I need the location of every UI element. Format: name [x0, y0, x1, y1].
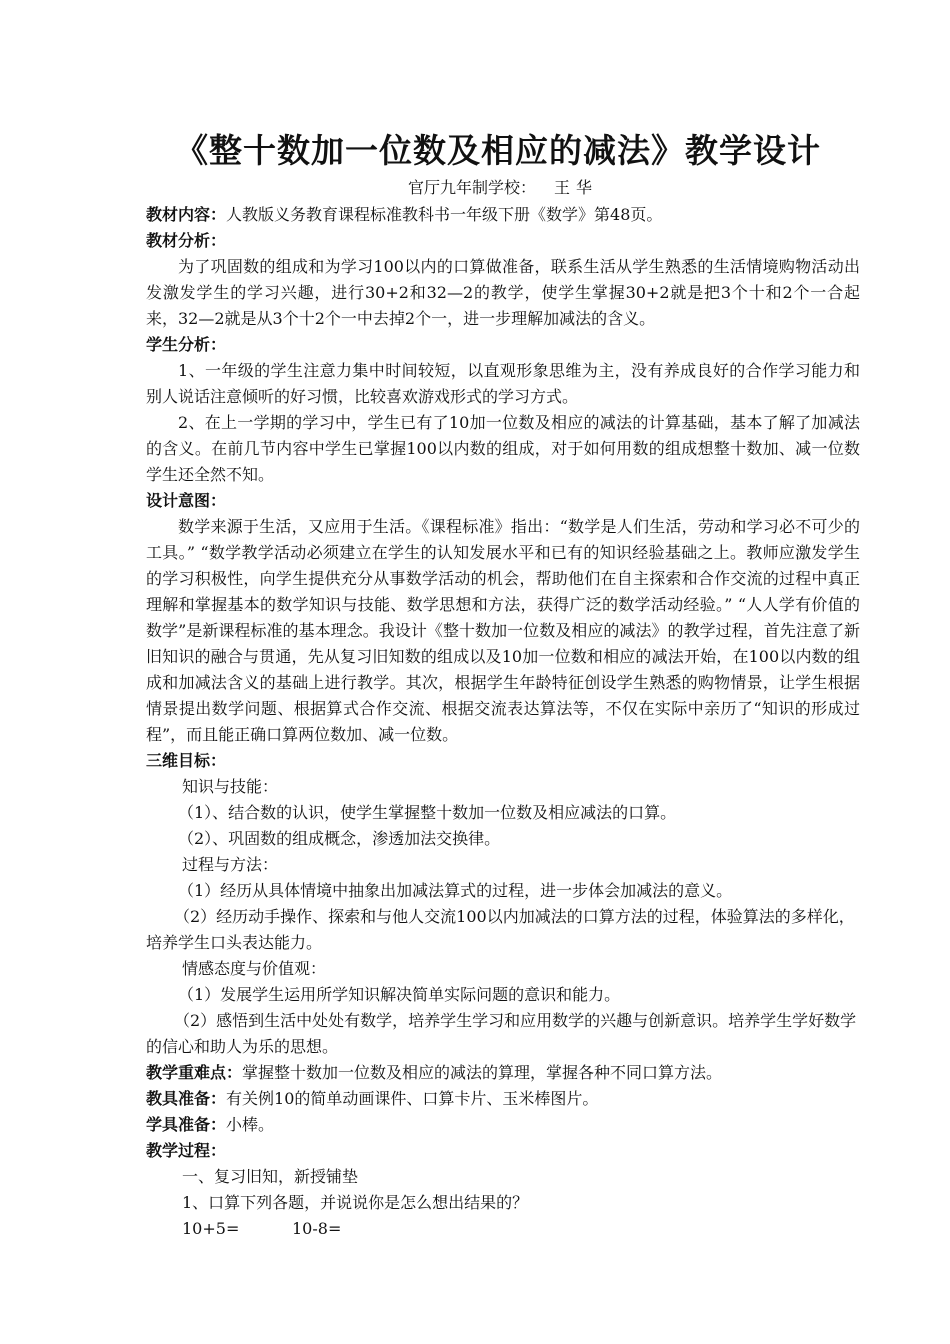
key-points-line [146, 1060, 860, 1086]
material-text: 人教版义务教育课程标准教科书一年级下册《数学》第48页。 [226, 205, 663, 224]
teacher-tools-label: 教具准备： [146, 1089, 227, 1108]
student-analysis-item: 2、在上一学期的学习中，学生已有了10加一位数及相应的减法的计算基础，基本了解了加减法的含义。在前几节内容中学生已掌握100以内数的组成，对于如何用数的组成想整十数加、减一位数学生还全然不知。 [146, 413, 860, 484]
design-intent-heading: 设计意图： [146, 491, 227, 510]
calc-line [146, 1216, 860, 1242]
student-analysis-item: 1、一年级的学生注意力集中时间较短，以直观形象思维为主，没有养成良好的合作学习能力和别人说话注意倾听的好习惯，比较喜欢游戏形式的学习方式。 [146, 361, 860, 406]
goals-heading: 三维目标： [146, 751, 227, 770]
material-analysis-text: 为了巩固数的组成和为学习100以内的口算做准备，联系生活从学生熟悉的生活情境购物活动出发激发学生的学习兴趣，进行30+2和32—2的教学，使学生掌握30+2就是把3个十和2个一合起来，32—2就是从3个十2个一中去掉2个一，进一步理解加减法的含义。 [146, 257, 860, 328]
student-analysis-heading: 学生分析： [146, 335, 227, 354]
design-intent-text: 数学来源于生活，又应用于生活。《课程标准》指出：“数学是人们生活，劳动和学习必不可少的工具。” “数学教学活动必须建立在学生的认知发展水平和已有的知识经验基础之上。教师应激发学生的学习积极性，向学生提供充分从事数学活动的机会，帮助他们在自主探索和合作交流的过程中真正理解和掌握基本的数学知识与技能、数学思想和方法，获得广泛的数学活动经验。” “人人学有价值的数学”是新课程标准的基本理念。我设计《整十数加一位数及相应的减法》的教学过程，首先注意了新旧知识的融合与贯通，先从复习旧知数的组成以及10加一位数和相应的减法开始，在100以内数的组成和加减法含义的基础上进行教学。其次，根据学生年龄特征创设学生熟悉的购物情景，让学生根据情景提出数学问题、根据算式合作交流、根据交流表达算法等，不仅在实际中亲历了“知识的形成过程”，而且能正确口算两位数加、减一位数。 [146, 517, 860, 744]
step-heading: 一、复习旧知，新授铺垫 [182, 1167, 359, 1186]
material-analysis-heading: 教材分析： [146, 231, 227, 250]
knowledge-label: 知识与技能： [182, 777, 279, 796]
student-tools-line [146, 1112, 860, 1138]
material-label: 教材内容： [146, 205, 227, 224]
teacher-tools-text: 有关例10的简单动画课件、口算卡片、玉米棒图片。 [226, 1089, 599, 1108]
knowledge-item: （2）、巩固数的组成概念，渗透加法交换律。 [178, 829, 501, 848]
author-school: 官厅九年制学校： [407, 178, 536, 197]
process-item: （1）经历从具体情境中抽象出加减法算式的过程，进一步体会加减法的意义。 [178, 881, 733, 900]
emotion-label: 情感态度与价值观： [182, 959, 327, 978]
process-item: （2）经历动手操作、探索和与他人交流100以内加减法的口算方法的过程，体验算法的多样化，培养学生口头表达能力。 [146, 907, 855, 952]
calc-item: 10+5= [182, 1219, 240, 1238]
material-line [146, 202, 860, 228]
author-line [146, 176, 860, 200]
document-title: 《整十数加一位数及相应的减法》教学设计 [175, 131, 821, 170]
teacher-tools-line [146, 1086, 860, 1112]
student-tools-text: 小棒。 [226, 1115, 275, 1134]
emotion-item: （2）感悟到生活中处处有数学，培养学生学习和应用数学的兴趣与创新意识。培养学生学好数学的信心和助人为乐的思想。 [146, 1011, 857, 1056]
process-label: 过程与方法： [182, 855, 279, 874]
key-points-label: 教学重难点： [146, 1063, 243, 1082]
knowledge-item: （1）、结合数的认识，使学生掌握整十数加一位数及相应减法的口算。 [178, 803, 677, 822]
student-tools-label: 学具准备： [146, 1115, 227, 1134]
emotion-item: （1）发展学生运用所学知识解决简单实际问题的意识和能力。 [178, 985, 621, 1004]
question-line: 1、口算下列各题，并说说你是怎么想出结果的？ [182, 1193, 529, 1212]
calc-item: 10-8= [292, 1219, 342, 1238]
teaching-process-heading: 教学过程： [146, 1141, 227, 1160]
author-name: 王华 [554, 178, 599, 197]
key-points-text: 掌握整十数加一位数及相应的减法的算理，掌握各种不同口算方法。 [242, 1063, 723, 1082]
